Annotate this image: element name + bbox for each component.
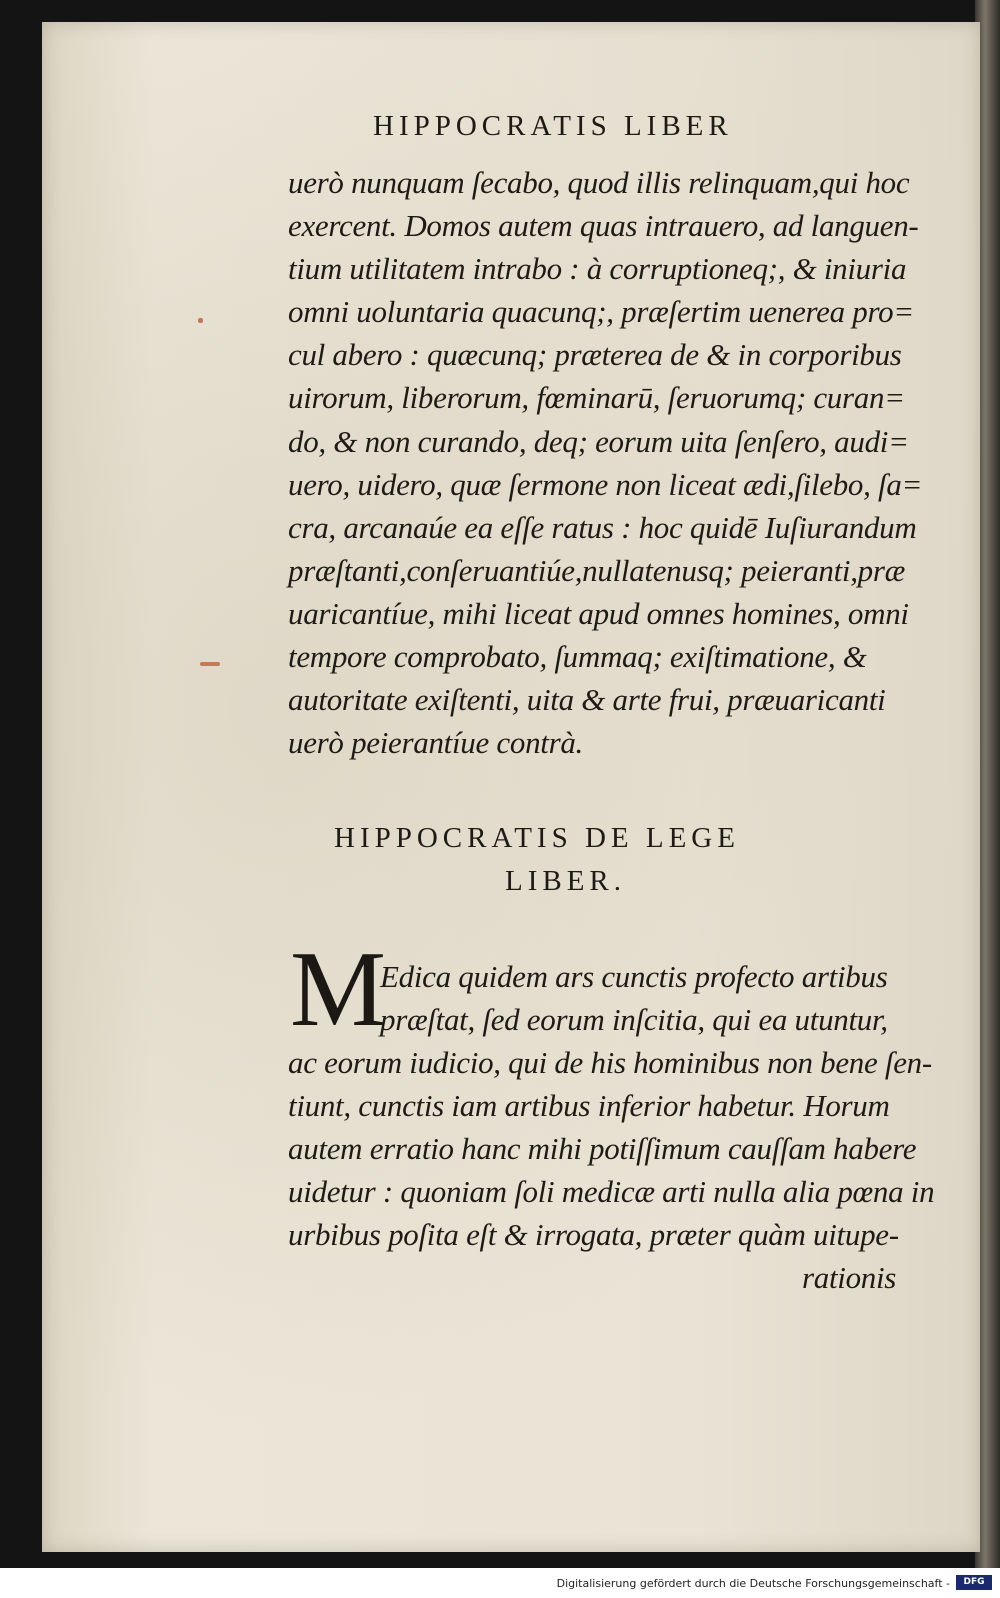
text-line: uidetur : quoniam ſoli medicæ arti nulla alia pœna in: [288, 1174, 935, 1209]
catchword: rationis: [802, 1260, 897, 1295]
ink-spot: [200, 662, 220, 666]
text-line: uaricantíue, mihi liceat apud omnes homines, omni: [288, 596, 909, 631]
footer-bar: [0, 1568, 1000, 1598]
text-line: uero, uidero, quæ ſermone non liceat ædi,ſilebo, ſa=: [288, 467, 923, 502]
text-line: autoritate exiſtenti, uita & arte frui, præuaricanti: [288, 682, 886, 717]
text-line: tium utilitatem intrabo : à corruptioneq;, & iniuria: [288, 251, 907, 286]
dfg-logo: DFG: [956, 1575, 992, 1590]
text-line: cra, arcanaúe ea eſſe ratus : hoc quidē Iuſiurandum: [288, 510, 917, 545]
book-page: [42, 22, 980, 1552]
text-line: tempore comprobato, ſummaq; exiſtimatione, &: [288, 639, 867, 674]
text-line: tiunt, cunctis iam artibus inferior habetur. Horum: [288, 1088, 890, 1123]
text-line: uerò peierantíue contrà.: [288, 725, 583, 760]
text-line: uirorum, liberorum, fœminarū, ſeruorumq; curan=: [288, 380, 905, 415]
text-line: autem erratio hanc mihi potiſſimum cauſſam habere: [288, 1131, 917, 1166]
running-head: HIPPOCRATIS LIBER: [373, 110, 733, 142]
footer-credit: Digitalisierung gefördert durch die Deutsche Forschungsgemeinschaft -: [556, 1577, 950, 1590]
text-line: præſtat, ſed eorum inſcitia, qui ea utuntur,: [380, 1002, 888, 1037]
text-line: omni uoluntaria quacunq;, præſertim uenerea pro=: [288, 294, 914, 329]
text-line: cul abero : quæcunq; præterea de & in corporibus: [288, 337, 902, 372]
text-line: exercent. Domos autem quas intrauero, ad languen-: [288, 208, 919, 243]
text-line: do, & non curando, deq; eorum uita ſenſero, audi=: [288, 424, 909, 459]
text-line: Edica quidem ars cunctis profecto artibus: [380, 959, 888, 994]
text-line: ac eorum iudicio, qui de his hominibus non bene ſen-: [288, 1045, 932, 1080]
text-line: præſtanti,conſeruantiúe,nullatenusq; peieranti,præ: [288, 553, 906, 588]
section-heading-continued: LIBER.: [505, 865, 627, 897]
text-line: uerò nunquam ſecabo, quod illis relinquam,qui hoc: [288, 165, 910, 200]
ink-spot: [198, 318, 203, 323]
section-heading: HIPPOCRATIS DE LEGE: [334, 822, 740, 854]
text-line: urbibus poſita eſt & irrogata, præter quàm uitupe-: [288, 1217, 899, 1252]
drop-cap: M: [290, 930, 387, 1049]
